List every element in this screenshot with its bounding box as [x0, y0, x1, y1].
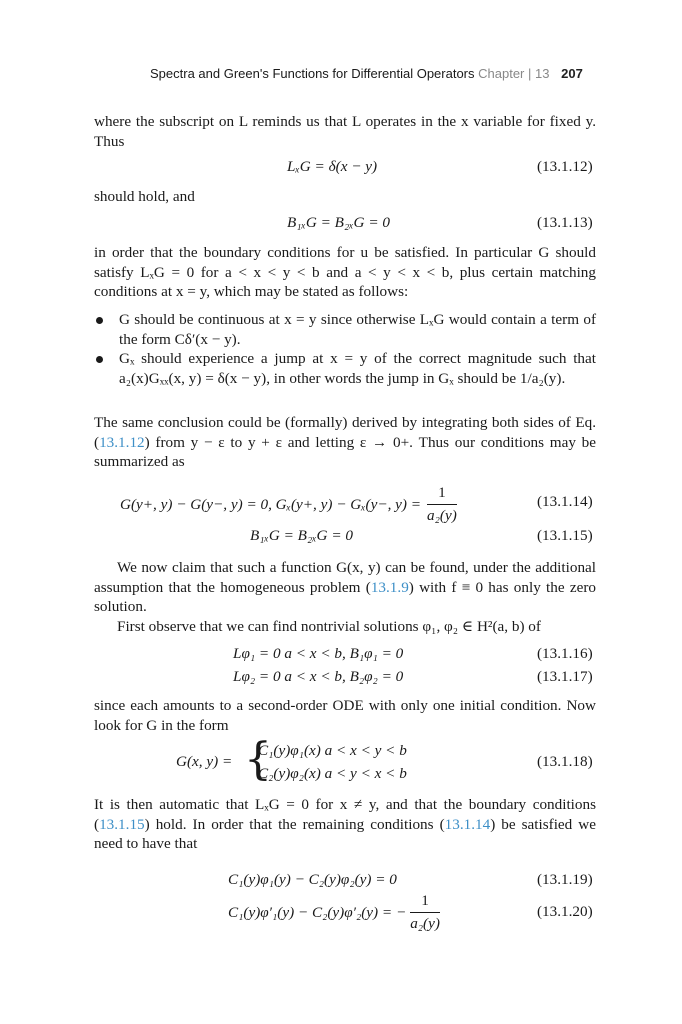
equation-13-1-20-left: C₁(y)φ′₁(y) − C₂(y)φ′₂(y) = −	[228, 903, 407, 921]
paragraph-7: since each amounts to a second-order ODE with only one initial condition. Now look for G in the form	[94, 697, 596, 734]
fraction-numerator: 1	[427, 484, 457, 505]
fraction-denominator: a₂(y)	[410, 915, 440, 932]
equation-number-13-1-12: (13.1.12)	[537, 158, 593, 175]
equation-13-1-14-left: G(y+, y) − G(y−, y) = 0, Gₓ(y+, y) − Gₓ(y−, y) =	[120, 495, 422, 513]
paragraph-4	[94, 413, 596, 472]
paragraph-8-text-c: ) be satisfied we need to have that	[94, 815, 596, 853]
paragraph-4-text-b: ) from y − ε to y + ε and letting ε → 0+. Thus our conditions may be summarized as	[94, 433, 596, 471]
equation-13-1-20	[228, 892, 440, 933]
paragraph-5	[94, 558, 596, 617]
paragraph-5-text-b: ) with f ≡ 0 has only the zero solution.	[94, 578, 596, 616]
equation-number-13-1-13: (13.1.13)	[537, 214, 593, 231]
paragraph-3: in order that the boundary conditions for u be satisfied. In particular G should satisfy LₓG = 0 for a < x < y < b and a < y < x < b, plus certain matching conditions at x = y, which may be stated as follows:	[94, 244, 596, 301]
paragraph-2: should hold, and	[94, 188, 195, 205]
equation-13-1-19: C₁(y)φ₁(y) − C₂(y)φ₂(y) = 0	[228, 871, 397, 888]
page-number: 207	[561, 66, 583, 81]
equation-13-1-18-case-2: C₂(y)φ₂(x) a < y < x < b	[258, 765, 407, 782]
paragraph-6: First observe that we can find nontrivial solutions φ₁, φ₂ ∈ H²(a, b) of	[117, 618, 541, 635]
equation-number-13-1-18: (13.1.18)	[537, 753, 593, 770]
running-title: Spectra and Green's Functions for Differential Operators	[150, 66, 475, 81]
header-separator: |	[528, 66, 532, 81]
chapter-number: 13	[535, 66, 550, 81]
chapter-label: Chapter	[478, 66, 525, 81]
bullet-dot-1	[96, 317, 103, 324]
equation-13-1-18-case-1: C₁(y)φ₁(x) a < x < y < b	[258, 742, 407, 759]
fraction-numerator: 1	[410, 892, 440, 913]
equation-link-13-1-15[interactable]: 13.1.15	[99, 815, 145, 833]
equation-13-1-16: Lφ₁ = 0 a < x < b, B₁φ₁ = 0	[233, 645, 404, 662]
equation-13-1-18-lhs: G(x, y) =	[176, 753, 233, 770]
left-brace: {	[244, 734, 272, 785]
equation-link-13-1-14[interactable]: 13.1.14	[444, 815, 491, 833]
paragraph-5-text-a: We now claim that such a function G(x, y) can be found, under the additional assumption that the homogeneous problem (	[94, 559, 596, 596]
equation-13-1-15: B₁ₓG = B₂ₓG = 0	[250, 527, 353, 544]
equation-number-13-1-20: (13.1.20)	[537, 903, 593, 920]
equation-13-1-13: B₁ₓG = B₂ₓG = 0	[287, 214, 390, 231]
equation-number-13-1-14: (13.1.14)	[537, 493, 593, 510]
paragraph-8	[94, 795, 596, 854]
fraction-13-1-20	[410, 892, 440, 933]
bullet-item-2: Gₓ should experience a jump at x = y of the correct magnitude such that a₂(x)Gₓₓ(x, y) = δ(x − y), in other words the jump in Gₓ should be 1/a₂(y).	[119, 350, 596, 387]
equation-number-13-1-16: (13.1.16)	[537, 645, 593, 662]
paragraph-8-text-b: ) hold. In order that the remaining conditions (	[144, 815, 445, 833]
fraction-13-1-14	[427, 484, 457, 525]
paragraph-1: where the subscript on L reminds us that L operates in the x variable for fixed y. Thus	[94, 113, 596, 150]
running-header	[150, 66, 583, 81]
equation-13-1-14	[120, 484, 457, 525]
bullet-item-1: G should be continuous at x = y since otherwise LₓG would contain a term of the form Cδ′(x − y).	[119, 311, 596, 348]
paragraph-4-text-a: The same conclusion could be (formally) derived by integrating both sides of Eq. (	[94, 414, 596, 451]
equation-number-13-1-17: (13.1.17)	[537, 668, 593, 685]
equation-number-13-1-15: (13.1.15)	[537, 527, 593, 544]
equation-link-13-1-12[interactable]: 13.1.12	[99, 433, 145, 451]
equation-link-13-1-9[interactable]: 13.1.9	[370, 578, 409, 596]
equation-13-1-17: Lφ₂ = 0 a < x < b, B₂φ₂ = 0	[233, 668, 404, 685]
fraction-denominator: a₂(y)	[427, 507, 457, 524]
equation-13-1-12: LₓG = δ(x − y)	[287, 158, 378, 175]
equation-number-13-1-19: (13.1.19)	[537, 871, 593, 888]
paragraph-8-text-a: It is then automatic that LₓG = 0 for x ≠ y, and that the boundary conditions (	[94, 796, 596, 833]
bullet-dot-2	[96, 356, 103, 363]
